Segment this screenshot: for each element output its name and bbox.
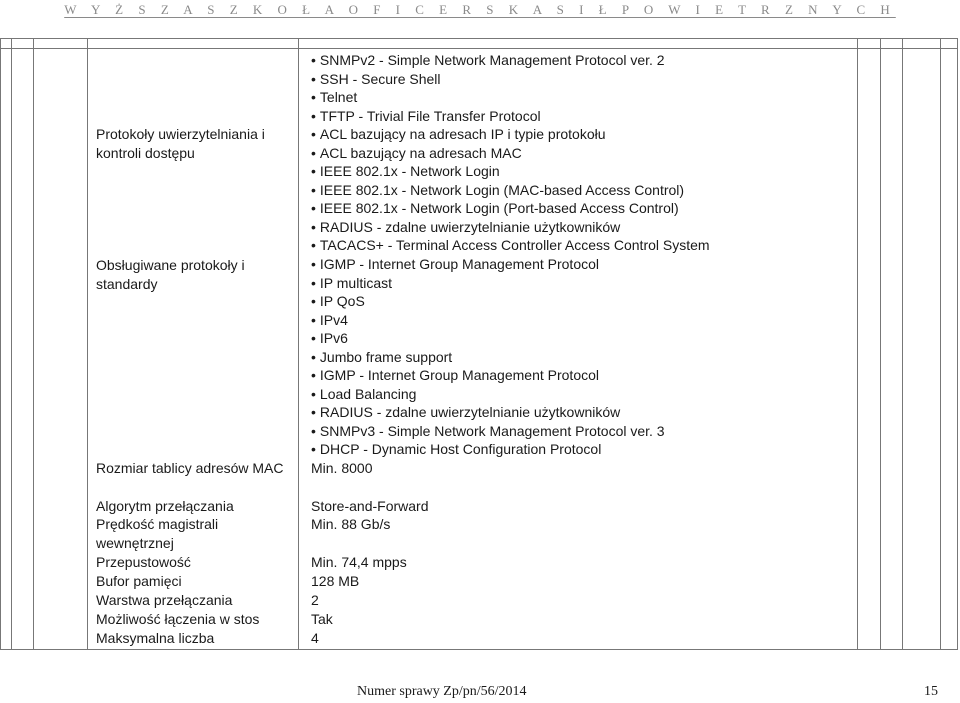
row-value-throughput: Min. 74,4 mpps: [311, 554, 407, 570]
margin-rule: [880, 38, 881, 650]
list-item: • Telnet: [311, 88, 856, 107]
list-item: • IEEE 802.1x - Network Login (Port-based Access Control): [311, 199, 856, 218]
row-label-max-count: Maksymalna liczba: [96, 630, 215, 646]
row-value-supported-protocols: [311, 255, 856, 459]
row-label-throughput: Przepustowość: [96, 554, 191, 570]
margin-rule: [11, 38, 12, 650]
row-label-memory-buffer: Bufor pamięci: [96, 573, 182, 589]
margin-rule: [940, 38, 941, 650]
supported-protocol-list: [311, 255, 856, 459]
page-footer: [0, 684, 960, 702]
case-number: Numer sprawy Zp/pn/56/2014: [357, 684, 527, 699]
list-item: • IGMP - Internet Group Management Protocol: [311, 366, 856, 385]
list-item: • SSH - Secure Shell: [311, 70, 856, 89]
list-item: • IP QoS: [311, 292, 856, 311]
list-item: • DHCP - Dynamic Host Configuration Protocol: [311, 440, 856, 459]
institution-name: W Y Ż S Z A S Z K O Ł A O F I C E R S K A S I Ł P O W I E T R Z N Y C H: [64, 2, 896, 17]
row-value-backplane-speed: Min. 88 Gb/s: [311, 516, 391, 532]
header-rule: [0, 48, 958, 49]
table-border-top: [0, 38, 958, 39]
list-item: • IEEE 802.1x - Network Login: [311, 162, 856, 181]
margin-rule: [902, 38, 903, 650]
row-label-auth-protocols: Protokoły uwierzytelniania i kontroli dostępu: [96, 126, 265, 161]
row-value-auth-protocols: [311, 51, 856, 255]
list-item: • RADIUS - zdalne uwierzytelnianie użytkowników: [311, 403, 856, 422]
row-label-supported-protocols: Obsługiwane protokoły i standardy: [96, 257, 245, 292]
column-divider: [857, 38, 858, 650]
list-item: • ACL bazujący na adresach IP i typie protokołu: [311, 125, 856, 144]
row-value-stacking: Tak: [311, 611, 333, 627]
list-item: • Load Balancing: [311, 385, 856, 404]
row-value-switching-layer: 2: [311, 592, 319, 608]
row-value-mac-table: Min. 8000: [311, 460, 373, 476]
list-item: • SNMPv2 - Simple Network Management Protocol ver. 2: [311, 51, 856, 70]
column-divider: [298, 38, 299, 650]
margin-rule: [33, 38, 34, 650]
list-item: • IPv6: [311, 329, 856, 348]
row-label-mac-table: Rozmiar tablicy adresów MAC: [96, 460, 284, 476]
list-item: • IEEE 802.1x - Network Login (MAC-based Access Control): [311, 181, 856, 200]
list-item: • ACL bazujący na adresach MAC: [311, 144, 856, 163]
auth-protocol-list: [311, 51, 856, 255]
row-value-max-count: 4: [311, 630, 319, 646]
row-label-switching-layer: Warstwa przełączania: [96, 592, 233, 608]
table-border-left: [0, 38, 1, 650]
table-border-bottom: [0, 649, 958, 650]
list-item: • RADIUS - zdalne uwierzytelnianie użytkowników: [311, 218, 856, 237]
row-label-backplane-speed: Prędkość magistrali wewnętrznej: [96, 516, 219, 551]
list-item: • Jumbo frame support: [311, 348, 856, 367]
list-item: • IPv4: [311, 311, 856, 330]
row-label-switching-algorithm: Algorytm przełączania: [96, 498, 234, 514]
list-item: • TACACS+ - Terminal Access Controller Access Control System: [311, 236, 856, 255]
list-item: • TFTP - Trivial File Transfer Protocol: [311, 107, 856, 126]
table-border-right: [957, 38, 958, 650]
list-item: • IGMP - Internet Group Management Protocol: [311, 255, 856, 274]
institution-header: [0, 2, 960, 20]
page-number: 15: [924, 684, 938, 699]
row-value-switching-algorithm: Store-and-Forward: [311, 498, 429, 514]
list-item: • SNMPv3 - Simple Network Management Protocol ver. 3: [311, 422, 856, 441]
row-label-stacking: Możliwość łączenia w stos: [96, 611, 260, 627]
row-value-memory-buffer: 128 MB: [311, 573, 360, 589]
column-divider: [87, 38, 88, 650]
list-item: • IP multicast: [311, 274, 856, 293]
